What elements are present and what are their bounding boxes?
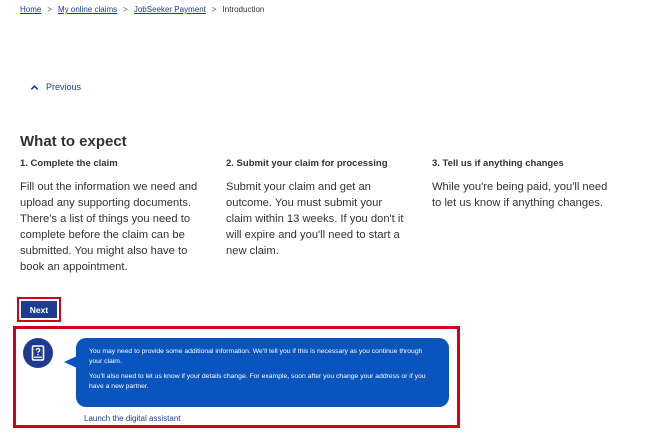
step-heading: 2. Submit your claim for processing	[226, 158, 388, 169]
previous-label: Previous	[46, 82, 82, 92]
book-question-icon	[29, 344, 47, 362]
launch-assistant-link[interactable]: Launch the digital assistant	[84, 414, 181, 423]
breadcrumb-jobseeker-link[interactable]: JobSeeker Payment	[133, 5, 206, 14]
assistant-message-2: You'll also need to let us know if your details change. For example, soon after you change your address or if you have a new partner.	[89, 373, 426, 390]
bubble-tail	[64, 356, 77, 368]
step-heading: 3. Tell us if anything changes	[432, 158, 564, 169]
breadcrumb-separator: >	[47, 5, 53, 14]
step-heading: 1. Complete the claim	[20, 158, 118, 169]
next-button-highlight	[17, 297, 61, 322]
assistant-message-bubble	[76, 338, 449, 407]
step-text: Fill out the information we need and upload any supporting documents. There's a list of things you need to complete before the claim can be submitted. You might also have to book an appointment.	[20, 181, 198, 273]
previous-link[interactable]	[30, 82, 81, 92]
next-button[interactable]: Next	[21, 301, 57, 318]
step-text: Submit your claim and get an outcome. You must submit your claim within 13 weeks. If you don't it will expire and you'll need to start a new claim.	[226, 181, 404, 257]
step-tell-changes	[432, 158, 617, 211]
breadcrumb-separator: >	[123, 5, 128, 14]
breadcrumb-home-link[interactable]: Home	[20, 5, 42, 14]
breadcrumb	[20, 5, 264, 15]
breadcrumb-separator: >	[211, 5, 217, 14]
step-complete-claim	[20, 158, 205, 275]
page-title: What to expect	[20, 133, 127, 150]
step-submit-claim	[226, 158, 411, 259]
assistant-book-icon	[23, 338, 53, 368]
step-text: While you're being paid, you'll need to let us know if anything changes.	[432, 181, 608, 209]
breadcrumb-current: Introduction	[222, 5, 265, 14]
breadcrumb-my-claims-link[interactable]: My online claims	[58, 5, 118, 14]
chevron-up-icon	[30, 83, 39, 92]
assistant-message-1: You may need to provide some additional information. We'll tell you if this is necessary as you continue through your claim.	[89, 348, 423, 365]
